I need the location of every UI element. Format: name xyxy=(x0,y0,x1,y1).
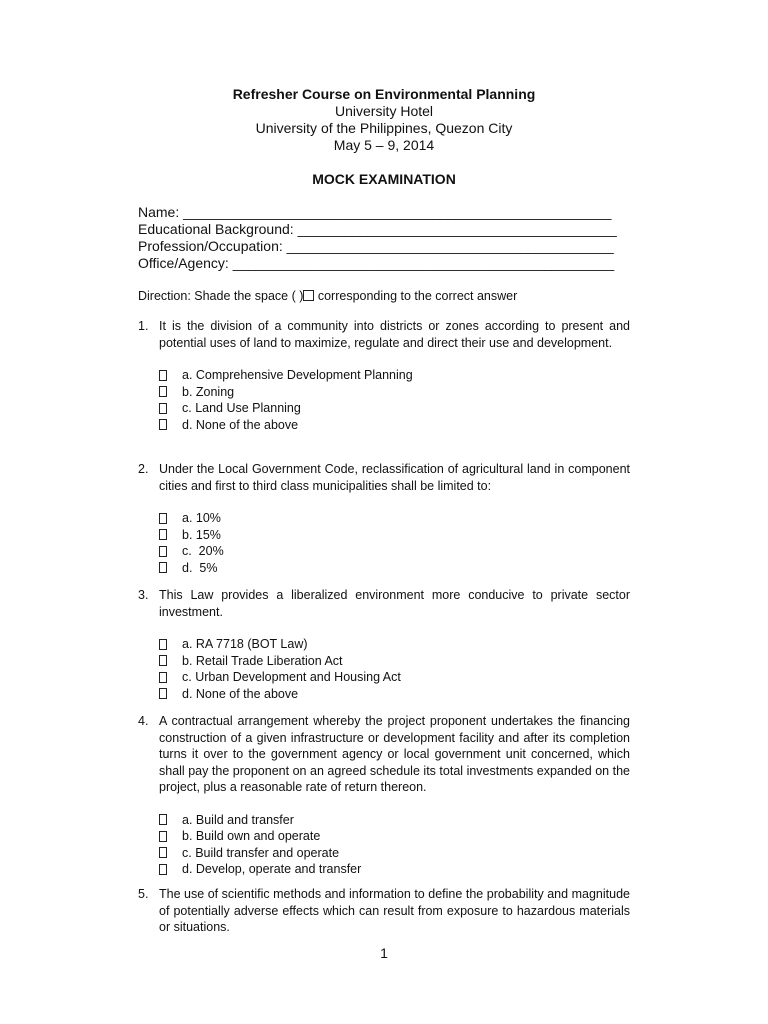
field-label: Name: xyxy=(138,204,184,220)
option-label: d. Develop, operate and transfer xyxy=(182,862,362,876)
question-2 xyxy=(138,461,630,576)
option[interactable] xyxy=(159,686,630,703)
exam-title: MOCK EXAMINATION xyxy=(312,171,456,187)
fill-line: _________________________________________________ xyxy=(232,255,615,271)
office-field xyxy=(138,255,638,272)
checkbox-icon[interactable] xyxy=(159,847,167,858)
options xyxy=(159,812,630,878)
checkbox-icon xyxy=(303,290,314,301)
field-label: Profession/Occupation: xyxy=(138,238,287,254)
participant-fields xyxy=(138,204,638,272)
option[interactable] xyxy=(159,417,630,434)
option[interactable] xyxy=(159,861,630,878)
option[interactable] xyxy=(159,653,630,670)
option-label: b. Zoning xyxy=(182,384,235,399)
option[interactable] xyxy=(159,510,630,527)
option-label: c. Land Use Planning xyxy=(182,401,301,415)
fill-line: __________________________________________ xyxy=(286,238,614,254)
fill-line: _______________________________________________________ xyxy=(183,204,612,220)
checkbox-icon[interactable] xyxy=(159,831,167,842)
checkbox-icon[interactable] xyxy=(159,562,167,573)
checkbox-icon[interactable] xyxy=(159,529,167,540)
name-field xyxy=(138,204,638,221)
question-text: This Law provides a liberalized environment more conducive to private sector investment. xyxy=(159,588,630,619)
checkbox-icon[interactable] xyxy=(159,403,167,414)
question-5 xyxy=(138,886,630,936)
direction-text xyxy=(138,289,517,303)
document-header xyxy=(0,86,768,154)
checkbox-icon[interactable] xyxy=(159,546,167,557)
question-4 xyxy=(138,713,630,878)
checkbox-icon[interactable] xyxy=(159,513,167,524)
question-text: A contractual arrangement whereby the project proponent undertakes the financing construction of a given infrastructure or development facility and after its completion turns it over to the government agency or local government unit concerned, which shall pay the proponent on an agreed schedule its total investments expanded on the project, plus a reasonable rate of return thereon. xyxy=(159,714,630,794)
field-label: Educational Background: xyxy=(138,221,298,237)
option-label: b. 15% xyxy=(182,527,221,542)
field-label: Office/Agency: xyxy=(138,255,233,271)
option[interactable] xyxy=(159,828,630,845)
fill-line: _________________________________________ xyxy=(297,221,617,237)
education-field xyxy=(138,221,638,238)
question-number: 1. xyxy=(138,319,149,333)
option[interactable] xyxy=(159,845,630,862)
option-label: d. None of the above xyxy=(182,686,299,701)
option[interactable] xyxy=(159,812,630,829)
checkbox-icon[interactable] xyxy=(159,639,167,650)
option-label: b. Retail Trade Liberation Act xyxy=(182,653,343,668)
option-label: c. 20% xyxy=(182,544,224,558)
question-number: 3. xyxy=(138,588,149,602)
option-label: b. Build own and operate xyxy=(182,829,321,843)
options xyxy=(159,510,630,576)
dates: May 5 – 9, 2014 xyxy=(333,137,435,153)
option-label: d. None of the above xyxy=(182,417,299,432)
options xyxy=(159,636,630,702)
option[interactable] xyxy=(159,527,630,544)
checkbox-icon[interactable] xyxy=(159,688,167,699)
option-label: a. Comprehensive Development Planning xyxy=(182,368,413,382)
checkbox-icon[interactable] xyxy=(159,386,167,397)
question-1 xyxy=(138,318,630,433)
option-label: a. RA 7718 (BOT Law) xyxy=(182,637,308,651)
question-text: It is the division of a community into districts or zones according to present and potential uses of land to maximize, regulate and direct their use and development. xyxy=(159,319,630,350)
option[interactable] xyxy=(159,384,630,401)
direction-before: Direction: Shade the space ( ) xyxy=(138,289,304,303)
checkbox-icon[interactable] xyxy=(159,814,167,825)
option-label: c. Urban Development and Housing Act xyxy=(182,670,401,684)
option-label: a. 10% xyxy=(182,511,221,525)
option[interactable] xyxy=(159,543,630,560)
page-number: 1 xyxy=(380,945,388,961)
option[interactable] xyxy=(159,400,630,417)
question-text: Under the Local Government Code, reclassification of agricultural land in component cities and first to third class municipalities shall be limited to: xyxy=(159,462,630,493)
venue: University Hotel xyxy=(334,103,434,119)
checkbox-icon[interactable] xyxy=(159,419,167,430)
question-number: 5. xyxy=(138,887,149,901)
options xyxy=(159,367,630,433)
option[interactable] xyxy=(159,560,630,577)
question-3 xyxy=(138,587,630,702)
option-label: a. Build and transfer xyxy=(182,812,294,827)
checkbox-icon[interactable] xyxy=(159,864,167,875)
checkbox-icon[interactable] xyxy=(159,672,167,683)
option-label: c. Build transfer and operate xyxy=(182,845,340,860)
option[interactable] xyxy=(159,669,630,686)
direction-after: corresponding to the correct answer xyxy=(314,289,518,303)
option[interactable] xyxy=(159,367,630,384)
option[interactable] xyxy=(159,636,630,653)
question-number: 4. xyxy=(138,714,149,728)
option-label: d. 5% xyxy=(182,560,218,575)
checkbox-icon[interactable] xyxy=(159,655,167,666)
location: University of the Philippines, Quezon City xyxy=(255,120,513,136)
profession-field xyxy=(138,238,638,255)
course-title: Refresher Course on Environmental Planning xyxy=(232,86,536,102)
question-number: 2. xyxy=(138,462,149,476)
question-text: The use of scientific methods and information to define the probability and magnitude of potentially adverse effects which can result from exposure to hazardous materials or situations. xyxy=(159,887,630,934)
checkbox-icon[interactable] xyxy=(159,370,167,381)
